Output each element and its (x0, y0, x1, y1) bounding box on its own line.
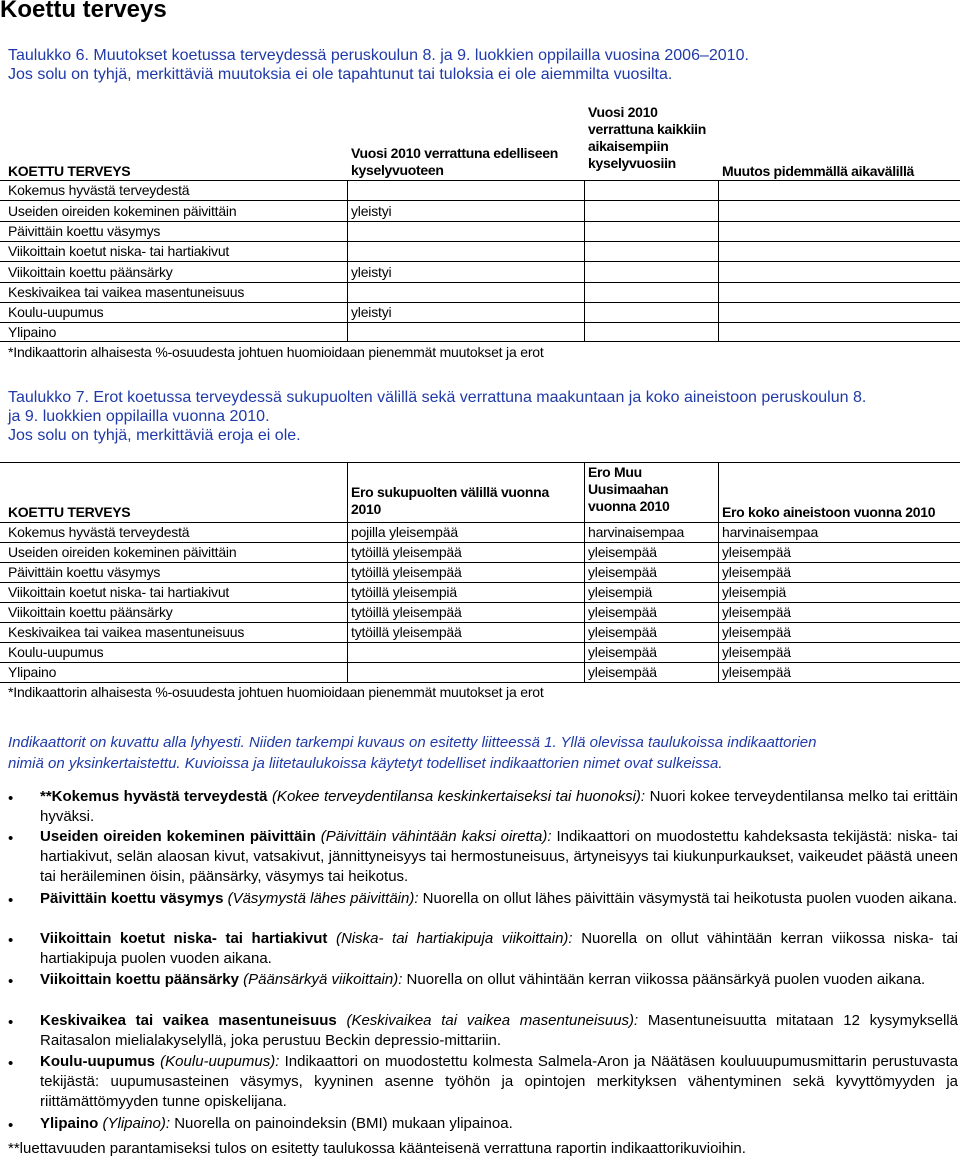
row-divider (0, 602, 960, 603)
page-title: Koettu terveys (0, 0, 167, 23)
row-divider (0, 642, 960, 643)
row-divider (0, 200, 960, 201)
bullet-term: Keskivaikea tai vaikea masentuneisuus (40, 1012, 337, 1029)
table-row-label: Päivittäin koettu väsymys (8, 564, 161, 580)
list-item (40, 929, 958, 969)
row-divider (0, 261, 960, 262)
table-row-label: Koulu-uupumus (8, 644, 104, 660)
table-cell-value: yleisempää (722, 664, 791, 680)
table7-col3-left-border (718, 462, 719, 683)
table7-header-col1-line2: 2010 (351, 501, 381, 517)
bullet-dot: • (8, 892, 14, 909)
table-cell-value: yleisempää (722, 624, 791, 640)
intro-paragraph (8, 732, 958, 774)
table6-header-koettu-terveys: KOETTU TERVEYS (8, 163, 131, 179)
table-cell-value: harvinaisempaa (722, 524, 819, 540)
bullet-text: Indikaattori on muodostettu kolmesta Salmela-Aron ja Näätäsen kouluuupumusmittarin perustuvasta tekijästä: uupumusasteinen väsymys, kyyninen asenne työhön ja opintojen merkityksen vähentyminen sekä kyvyttömyyden ja riittämättömyyden tunne opiskelijana. (40, 1053, 959, 1110)
bullet-term: Koulu-uupumus (40, 1053, 155, 1070)
bullet-paren: (Ylipaino): (102, 1115, 171, 1132)
list-item (40, 1052, 958, 1112)
bullet-text: Nuorella on ollut lähes päivittäin väsymystä tai heikotusta puolen vuoden aikana. (422, 890, 958, 907)
row-divider (0, 302, 960, 303)
row-divider (0, 662, 960, 663)
bullet-term: **Kokemus hyvästä terveydestä (40, 788, 268, 805)
table-cell-value: yleisempiä (588, 584, 653, 600)
table-row-label: Ylipaino (8, 664, 57, 680)
table7-caption-line3: Jos solu on tyhjä, merkittäviä eroja ei ole. (8, 427, 301, 444)
bullet-text: Nuori kokee terveydentilansa melko tai erittäin hyväksi. (40, 788, 959, 825)
table7-header-koettu-terveys: KOETTU TERVEYS (8, 504, 131, 520)
table7-col2-left-border (584, 462, 585, 683)
bullet-paren: (Päivittäin vähintään kaksi oiretta): (320, 828, 552, 845)
table7-header-col2-line1: Ero Muu (588, 464, 642, 480)
row-divider (0, 241, 960, 242)
table-row-label: Useiden oireiden kokeminen päivittäin (8, 203, 237, 219)
table-cell-value: yleisempää (722, 564, 791, 580)
table6-header-rule (0, 180, 960, 181)
bullet-term: Ylipaino (40, 1115, 99, 1132)
bullet-term: Viikoittain koettu päänsärky (40, 971, 239, 988)
table-row-label: Useiden oireiden kokeminen päivittäin (8, 544, 237, 560)
bullet-paren: (Niska- tai hartiakipuja viikoittain): (335, 930, 573, 947)
list-item (40, 787, 958, 827)
table-cell-value: yleisempää (588, 644, 657, 660)
table6-header-col1-line2: kyselyvuoteen (351, 162, 444, 178)
table-row-label: Päivittäin koettu väsymys (8, 223, 161, 239)
table-cell-value: yleisempää (722, 544, 791, 560)
table6-header-col2-line2: verrattuna kaikkiin (588, 121, 707, 137)
table-row-label: Viikoittain koetut niska- tai hartiakivut (8, 243, 230, 259)
row-divider (0, 322, 960, 323)
table7-caption-line2: ja 9. luokkien oppilailla vuonna 2010. (8, 408, 270, 425)
table7-header-col2 (588, 464, 670, 515)
bullet-paren: (Päänsärkyä viikoittain): (243, 971, 403, 988)
list-item (40, 1114, 958, 1134)
table7-col1-left-border (347, 462, 348, 683)
table6-header-col2-line3: aikaisempiin (588, 138, 669, 154)
table6-bottom-rule (0, 341, 960, 342)
row-divider (0, 542, 960, 543)
table6-caption-line2: Jos solu on tyhjä, merkittäviä muutoksia ei ole tapahtunut tai tuloksia ei ole aiemmilta vuosilta. (8, 66, 673, 83)
bullet-text: Nuorella on ollut vähintään kerran viikossa niska- tai hartiakipuja puolen vuoden aikana. (40, 930, 959, 967)
table-row-label: Koulu-uupumus (8, 304, 104, 320)
table-cell-value: yleisempiä (722, 584, 787, 600)
table7-header-col2-line3: vuonna 2010 (588, 498, 670, 514)
table-cell-value: tytöillä yleisempää (351, 624, 462, 640)
table-cell-value: yleisempää (722, 644, 791, 660)
table-cell-value: yleisempää (588, 564, 657, 580)
table6-header-col3: Muutos pidemmällä aikavälillä (722, 163, 915, 179)
final-note: **luettavuuden parantamiseksi tulos on esitetty taulukossa käänteisenä verrattuna raportin indikaattorikuvioihin. (8, 1140, 746, 1157)
table7-header-col2-line2: Uusimaahan (588, 481, 669, 497)
row-divider (0, 622, 960, 623)
row-divider (0, 221, 960, 222)
table-cell-value: yleisempää (722, 604, 791, 620)
bullet-paren: (Väsymystä lähes päivittäin): (227, 890, 419, 907)
table-row-label: Kokemus hyvästä terveydestä (8, 182, 190, 198)
table-row-label: Viikoittain koettu päänsärky (8, 264, 173, 280)
table-cell-value: yleisempää (588, 624, 657, 640)
bullet-paren: (Kokee terveydentilansa keskinkertaiseksi tai huonoksi): (271, 788, 646, 805)
table7-top-rule (0, 462, 960, 463)
bullet-text: Nuorella on ollut vähintään kerran viikossa päänsärkyä puolen vuoden aikana. (406, 971, 926, 988)
bullet-text: Nuorella on painoindeksin (BMI) mukaan ylipainoa. (174, 1115, 513, 1132)
table6-caption (8, 46, 958, 84)
bullet-text: Indikaattori on muodostettu kahdeksasta tekijästä: niska- tai hartiakivut, selän alaosan kivut, vatsakivut, jännittyneisyys tai hermostuneisuus, ärtyneisyys tai kiukunpurkaukset, vaikeudet päästä uneen tai heräileminen öisin, päänsärky, väsymys tai heikotus. (40, 828, 958, 885)
table-cell-value: harvinaisempaa (588, 524, 685, 540)
table-cell-value: yleisempää (588, 664, 657, 680)
table7-header-col3: Ero koko aineistoon vuonna 2010 (722, 504, 936, 520)
table6-header-col1-line1: Vuosi 2010 verrattuna edelliseen (351, 145, 558, 161)
table6-header-col1 (351, 145, 558, 179)
table6-header-col2 (588, 104, 706, 172)
table7-bottom-rule (0, 682, 960, 683)
table-cell-value: tytöillä yleisempää (351, 604, 462, 620)
row-divider (0, 582, 960, 583)
table-cell-value: yleistyi (351, 264, 392, 280)
table-cell-value: tytöillä yleisempää (351, 544, 462, 560)
list-item (40, 1011, 958, 1051)
bullet-dot: • (8, 830, 14, 847)
table6-caption-line1: Taulukko 6. Muutokset koetussa terveydessä peruskoulun 8. ja 9. luokkien oppilailla vuosina 2006–2010. (8, 47, 749, 64)
table7-header-col1-line1: Ero sukupuolten välillä vuonna (351, 484, 549, 500)
table-cell-value: tytöillä yleisempää (351, 564, 462, 580)
list-item (40, 827, 958, 887)
list-item (40, 970, 958, 990)
bullet-term: Päivittäin koettu väsymys (40, 890, 224, 907)
row-divider (0, 562, 960, 563)
bullet-paren: (Keskivaikea tai vaikea masentuneisuus): (346, 1012, 639, 1029)
bullet-paren: (Koulu-uupumus): (160, 1053, 280, 1070)
table-row-label: Viikoittain koetut niska- tai hartiakivut (8, 584, 230, 600)
bullet-dot: • (8, 1117, 14, 1134)
table-cell-value: yleisempää (588, 604, 657, 620)
table-row-label: Viikoittain koettu päänsärky (8, 604, 173, 620)
table7-caption-line1: Taulukko 7. Erot koetussa terveydessä sukupuolten välillä sekä verrattuna maakuntaan ja koko aineistoon peruskoulun 8. (8, 389, 867, 406)
table-cell-value: yleistyi (351, 203, 392, 219)
table6-footnote: *Indikaattorin alhaisesta %-osuudesta johtuen huomioidaan pienemmät muutokset ja erot (8, 344, 544, 360)
table6-header-col2-line4: kyselyvuosiin (588, 155, 676, 171)
bullet-term: Viikoittain koetut niska- tai hartiakivut (40, 930, 328, 947)
table-row-label: Kokemus hyvästä terveydestä (8, 524, 190, 540)
bullet-term: Useiden oireiden kokeminen päivittäin (40, 828, 316, 845)
bullet-dot: • (8, 1014, 14, 1031)
table-cell-value: pojilla yleisempää (351, 524, 458, 540)
intro-line1: Indikaattorit on kuvattu alla lyhyesti. Niiden tarkempi kuvaus on esitetty liitteessä 1. Yllä olevissa taulukoissa indikaattorien (8, 734, 817, 751)
table-cell-value: yleistyi (351, 304, 392, 320)
table7-header-col1 (351, 484, 549, 518)
table7-header-rule (0, 522, 960, 523)
bullet-text: Masentuneisuutta mitataan 12 kysymyksellä Raitasalon mielialakyselyllä, joka perustuu Beckin depressio-mittariin. (40, 1012, 958, 1049)
bullet-dot: • (8, 790, 14, 807)
bullet-dot: • (8, 973, 14, 990)
table-cell-value: tytöillä yleisempiä (351, 584, 457, 600)
intro-line2: nimiä on yksinkertaistettu. Kuvioissa ja liitetaulukoissa käytetyt todelliset indikaattorien nimet ovat sulkeissa. (8, 755, 723, 772)
list-item (40, 889, 958, 909)
table-row-label: Ylipaino (8, 324, 57, 340)
table7-caption (8, 388, 958, 445)
table7-footnote: *Indikaattorin alhaisesta %-osuudesta johtuen huomioidaan pienemmät muutokset ja erot (8, 684, 544, 700)
bullet-dot: • (8, 932, 14, 949)
bullet-dot: • (8, 1055, 14, 1072)
table-row-label: Keskivaikea tai vaikea masentuneisuus (8, 284, 245, 300)
table6-header-col2-line1: Vuosi 2010 (588, 104, 658, 120)
row-divider (0, 282, 960, 283)
table-row-label: Keskivaikea tai vaikea masentuneisuus (8, 624, 245, 640)
table-cell-value: yleisempää (588, 544, 657, 560)
